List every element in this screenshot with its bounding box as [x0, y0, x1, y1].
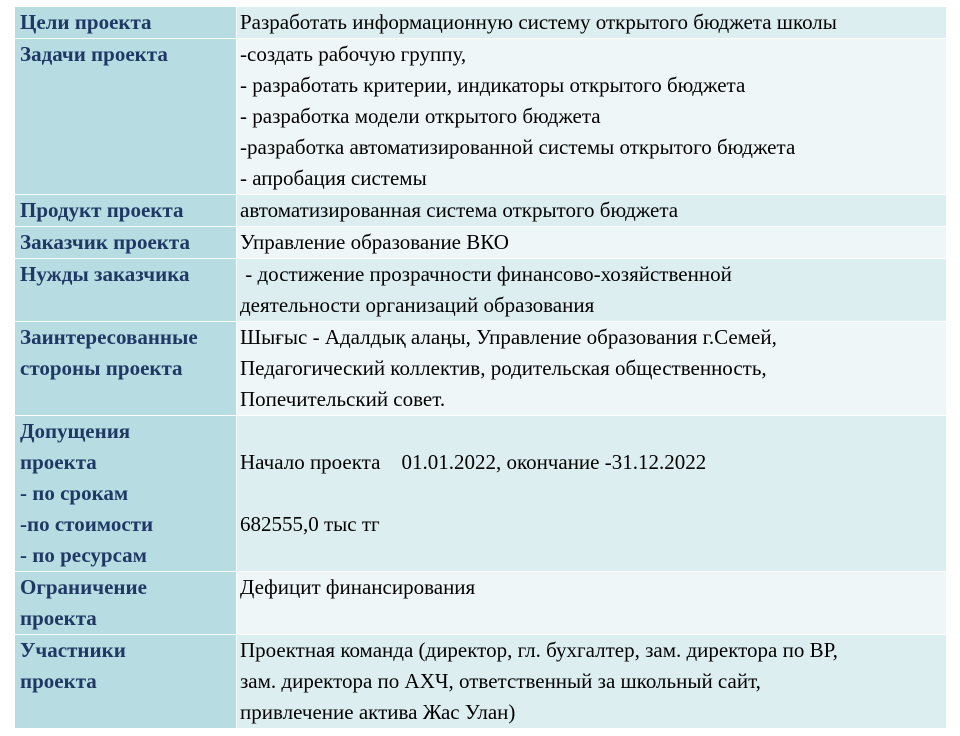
- label-line: - по ресурсам: [20, 543, 147, 567]
- label-line: проекта: [20, 450, 97, 474]
- label-line: -по стоимости: [20, 512, 154, 536]
- value-line: Разработать информационную систему открытого бюджета школы: [240, 10, 837, 34]
- row-stakeholders-value: [237, 322, 947, 416]
- row-customer-value: [237, 227, 947, 259]
- value-line: автоматизированная система открытого бюджета: [240, 198, 679, 222]
- table-row: [15, 227, 947, 259]
- table-row: [15, 635, 947, 729]
- label-line: стороны проекта: [20, 356, 183, 380]
- label-line: Задачи проекта: [20, 42, 168, 66]
- value-line: - апробация системы: [240, 166, 427, 190]
- value-line: Дефицит финансирования: [240, 575, 476, 599]
- value-line: Проектная команда (директор, гл. бухгалтер, зам. директора по ВР,: [240, 638, 838, 662]
- project-table: [14, 6, 946, 729]
- row-product-value: [237, 195, 947, 227]
- row-needs-value: [237, 259, 947, 322]
- value-line: Попечительский совет.: [240, 387, 446, 411]
- row-goals-label: [15, 7, 237, 39]
- table-row: [15, 416, 947, 572]
- row-assumptions-label: [15, 416, 237, 572]
- value-line: зам. директора по АХЧ, ответственный за школьный сайт,: [240, 669, 761, 693]
- value-line: -разработка автоматизированной системы открытого бюджета: [240, 135, 796, 159]
- row-constraint-label: [15, 572, 237, 635]
- value-line: - разработка модели открытого бюджета: [240, 104, 601, 128]
- value-line: деятельности организаций образования: [240, 293, 595, 317]
- value-line: Управление образование ВКО: [240, 230, 509, 254]
- table-row: [15, 259, 947, 322]
- row-customer-label: [15, 227, 237, 259]
- label-line: проекта: [20, 606, 97, 630]
- row-tasks-value: [237, 39, 947, 195]
- table-row: [15, 195, 947, 227]
- label-line: Допущения: [20, 419, 131, 443]
- label-line: Участники: [20, 638, 126, 662]
- table-row: [15, 39, 947, 195]
- label-line: Продукт проекта: [20, 198, 184, 222]
- value-line: Педагогический коллектив, родительская общественность,: [240, 356, 767, 380]
- table-row: [15, 7, 947, 39]
- row-product-label: [15, 195, 237, 227]
- label-line: Ограничение: [20, 575, 147, 599]
- row-stakeholders-label: [15, 322, 237, 416]
- row-goals-value: [237, 7, 947, 39]
- value-line: - разработать критерии, индикаторы открытого бюджета: [240, 73, 746, 97]
- label-line: Заказчик проекта: [20, 230, 190, 254]
- row-participants-value: [237, 635, 947, 729]
- spacer: [240, 478, 942, 509]
- row-constraint-value: [237, 572, 947, 635]
- value-line: Шығыс - Адалдық алаңы, Управление образования г.Семей,: [240, 325, 777, 349]
- value-line: - достижение прозрачности финансово-хозяйственной: [240, 262, 732, 286]
- value-line: -создать рабочую группу,: [240, 42, 467, 66]
- label-line: проекта: [20, 669, 97, 693]
- value-line: Начало проекта 01.01.2022, окончание -31.12.2022: [240, 450, 707, 474]
- row-tasks-label: [15, 39, 237, 195]
- row-participants-label: [15, 635, 237, 729]
- row-needs-label: [15, 259, 237, 322]
- value-line: привлечение актива Жас Улан): [240, 700, 516, 724]
- label-line: Заинтересованные: [20, 325, 198, 349]
- table-row: [15, 572, 947, 635]
- label-line: Нужды заказчика: [20, 262, 190, 286]
- label-line: Цели проекта: [20, 10, 152, 34]
- row-assumptions-value: [237, 416, 947, 572]
- value-line: 682555,0 тыс тг: [240, 512, 380, 536]
- label-line: - по срокам: [20, 481, 129, 505]
- table-row: [15, 322, 947, 416]
- project-passport: [14, 6, 946, 736]
